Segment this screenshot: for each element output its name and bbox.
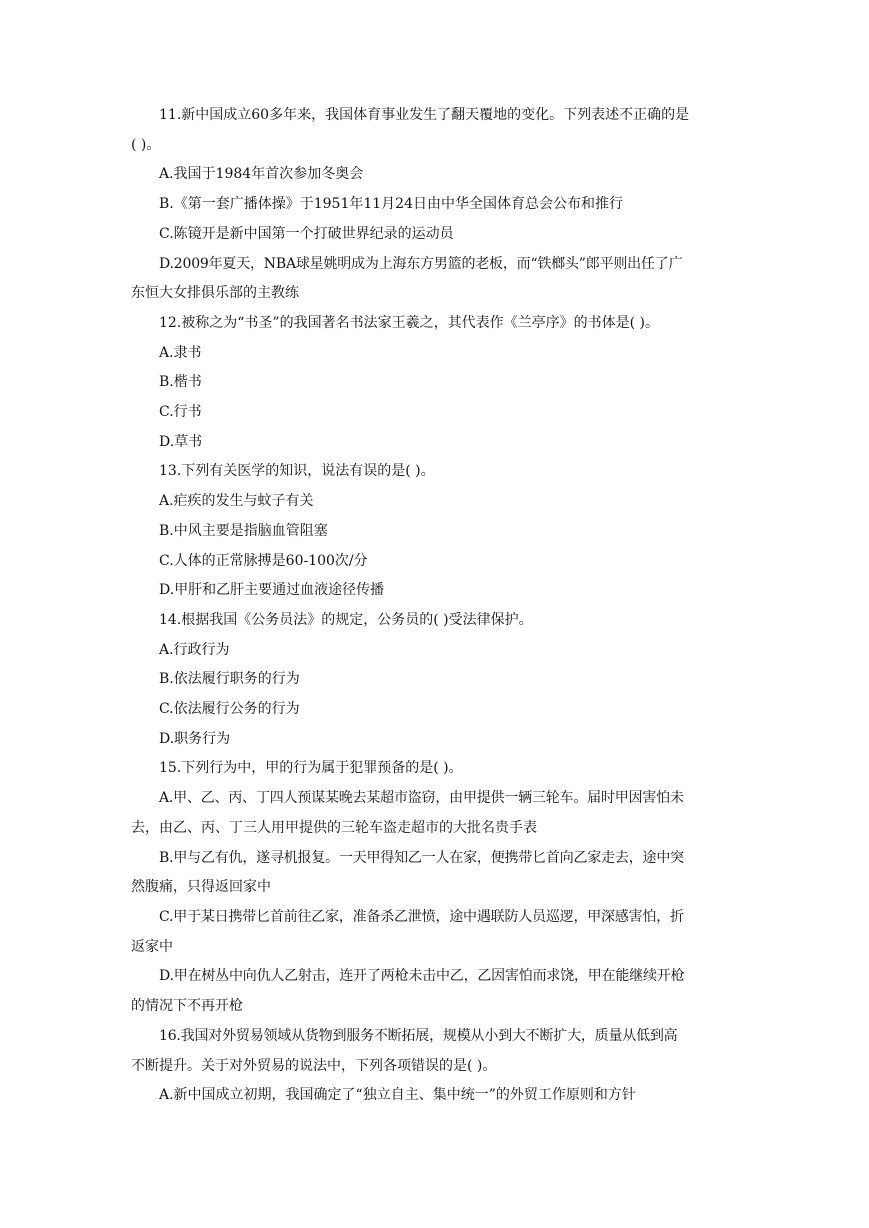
question-11-option-d: D.2009年夏天，NBA球星姚明成为上海东方男篮的老板，而“铁榔头”郎平则出任了广 xyxy=(159,255,683,272)
question-11-option-c: C.陈镜开是新中国第一个打破世界纪录的运动员 xyxy=(159,225,454,242)
question-12-option-d: D.草书 xyxy=(159,433,203,450)
question-15-option-c: C.甲于某日携带匕首前往乙家，准备杀乙泄愤，途中遇联防人员巡逻，甲深感害怕，折 xyxy=(159,908,684,925)
question-15-option-d-cont: 的情况下不再开枪 xyxy=(131,998,243,1015)
question-11-stem-cont: ( )。 xyxy=(131,136,161,153)
question-11-option-d-cont: 东恒大女排俱乐部的主教练 xyxy=(131,285,299,302)
question-16-option-a: A.新中国成立初期，我国确定了“独立自主、集中统一”的外贸工作原则和方针 xyxy=(159,1087,636,1104)
question-14-option-c: C.依法履行公务的行为 xyxy=(159,701,300,718)
document-body xyxy=(131,101,741,1111)
question-12-option-a: A.隶书 xyxy=(159,344,202,361)
question-15-option-a-cont: 去，由乙、丙、丁三人用甲提供的三轮车盗走超市的大批名贵手表 xyxy=(131,819,537,836)
question-12-stem: 12.被称之为“书圣”的我国著名书法家王羲之，其代表作《兰亭序》的书体是( )。 xyxy=(159,314,659,331)
question-15-option-a: A.甲、乙、丙、丁四人预谋某晚去某超市盗窃，由甲提供一辆三轮车。届时甲因害怕未 xyxy=(159,790,684,807)
question-13-option-c: C.人体的正常脉搏是60-100次/分 xyxy=(159,552,368,569)
question-15-stem: 15.下列行为中，甲的行为属于犯罪预备的是( )。 xyxy=(159,760,463,777)
question-13-option-a: A.疟疾的发生与蚊子有关 xyxy=(159,493,314,510)
question-11-stem: 11.新中国成立60多年来，我国体育事业发生了翻天覆地的变化。下列表述不正确的是 xyxy=(159,107,690,123)
question-11-option-b: B.《第一套广播体操》于1951年11月24日由中华全国体育总会公布和推行 xyxy=(159,196,623,213)
question-14-option-d: D.职务行为 xyxy=(159,730,231,747)
question-12-option-b: B.楷书 xyxy=(159,374,202,391)
question-15-option-d: D.甲在树丛中向仇人乙射击，连开了两枪未击中乙，乙因害怕而求饶，甲在能继续开枪 xyxy=(159,968,685,985)
question-12-option-c: C.行书 xyxy=(159,404,202,421)
question-13-stem: 13.下列有关医学的知识，说法有误的是( )。 xyxy=(159,463,435,480)
question-16-stem: 16.我国对外贸易领域从货物到服务不断拓展，规模从小到大不断扩大，质量从低到高 xyxy=(159,1027,678,1044)
question-15-option-b-cont: 然腹痛，只得返回家中 xyxy=(131,879,271,896)
question-14-option-a: A.行政行为 xyxy=(159,641,230,658)
question-14-stem: 14.根据我国《公务员法》的规定，公务员的( )受法律保护。 xyxy=(159,611,533,628)
question-14-option-b: B.依法履行职务的行为 xyxy=(159,671,300,688)
question-13-option-b: B.中风主要是指脑血管阻塞 xyxy=(159,522,328,539)
question-15-option-c-cont: 返家中 xyxy=(131,938,173,955)
question-15-option-b: B.甲与乙有仇，遂寻机报复。一天甲得知乙一人在家，便携带匕首向乙家走去，途中突 xyxy=(159,849,684,866)
question-16-stem-cont: 不断提升。关于对外贸易的说法中，下列各项错误的是( )。 xyxy=(131,1057,497,1074)
question-13-option-d: D.甲肝和乙肝主要通过血液途径传播 xyxy=(159,582,385,599)
question-11-option-a: A.我国于1984年首次参加冬奥会 xyxy=(159,166,364,183)
